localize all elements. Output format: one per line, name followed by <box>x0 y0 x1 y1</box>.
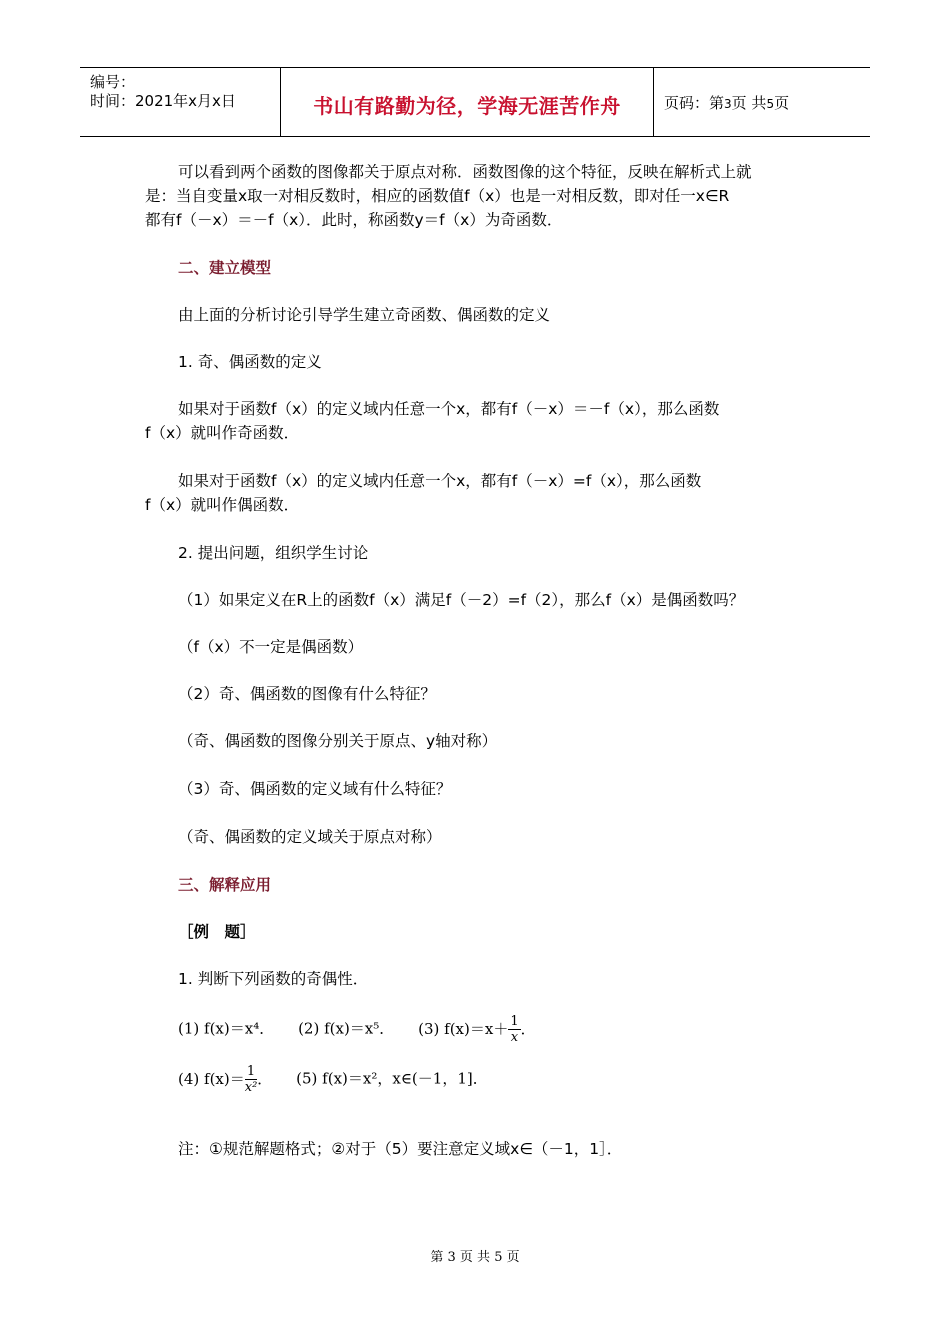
page-current: 3 <box>724 97 732 111</box>
odd-definition-line-2: f（x）就叫作奇函数． <box>145 424 300 442</box>
answer-3: （奇、偶函数的定义域关于原点对称） <box>178 828 442 846</box>
page-mid: 页 共 <box>731 94 767 112</box>
answer-2: （奇、偶函数的图像分别关于原点、y轴对称） <box>178 732 498 750</box>
formula-3-fraction <box>508 1014 520 1045</box>
formula-3-denominator: x <box>510 1030 519 1045</box>
formula-2: (2) f(x)＝x⁵． <box>298 1019 395 1038</box>
formula-row-1 <box>178 1014 536 1045</box>
answer-1: （f（x）不一定是偶函数） <box>178 638 364 656</box>
even-definition-line-2: f（x）就叫作偶函数． <box>145 496 300 514</box>
header-page-cell <box>654 68 870 136</box>
page-footer: 第 3 页 共 5 页 <box>430 1250 520 1265</box>
page-header <box>80 67 870 137</box>
header-page-number <box>664 92 789 113</box>
formula-4-numerator: 1 <box>245 1064 258 1080</box>
even-definition-line-1: 如果对于函数f（x）的定义域内任意一个x，都有f（－x）=f（x），那么函数 <box>178 472 702 490</box>
section-heading-application: 三、解释应用 <box>178 876 272 894</box>
header-motto-cell <box>281 68 654 136</box>
section-heading-build-model: 二、建立模型 <box>178 259 272 277</box>
page-suffix: 页 <box>774 94 790 112</box>
example-task: 1. 判断下列函数的奇偶性． <box>178 970 369 988</box>
formula-4-end: ． <box>257 1069 273 1088</box>
formula-4-lhs: (4) f(x)＝ <box>178 1069 245 1088</box>
page-total: 5 <box>766 97 775 111</box>
odd-definition-line-1: 如果对于函数f（x）的定义域内任意一个x，都有f（－x）＝－f（x），那么函数 <box>178 400 720 418</box>
formula-3-numerator: 1 <box>510 1014 519 1029</box>
formula-1: (1) f(x)＝x⁴． <box>178 1019 275 1038</box>
formula-4 <box>178 1064 277 1095</box>
solution-note: 注：①规范解题格式；②对于（5）要注意定义域x∈（－1，1］． <box>178 1140 623 1158</box>
question-1: （1）如果定义在R上的函数f（x）满足f（－2）=f（2），那么f（x）是偶函数吗？ <box>178 591 745 609</box>
intro-line-3: 都有f（－x）＝－f（x）．此时，称函数y＝f（x）为奇函数． <box>145 211 563 229</box>
header-meta-cell <box>80 68 281 136</box>
document-number-label: 编号： <box>90 73 136 91</box>
formula-row-2 <box>178 1064 488 1095</box>
intro-line-1: 可以看到两个函数的图像都关于原点对称．函数图像的这个特征，反映在解析式上就 <box>178 163 752 181</box>
definition-title: 1. 奇、偶函数的定义 <box>178 353 322 371</box>
formula-3 <box>418 1014 536 1045</box>
formula-4-denominator: x² <box>244 1080 258 1095</box>
formula-3-lhs: (3) f(x)＝x＋ <box>418 1019 509 1038</box>
question-2: （2）奇、偶函数的图像有什么特征？ <box>178 685 436 703</box>
formula-4-fraction <box>245 1064 258 1095</box>
discussion-title: 2. 提出问题，组织学生讨论 <box>178 544 369 562</box>
document-time-label: 时间：2021年x月x日 <box>90 92 236 110</box>
formula-5: (5) f(x)＝x²，x∈(－1，1]． <box>296 1069 488 1088</box>
example-label: ［例 题］ <box>178 923 256 941</box>
intro-line-2: 是：当自变量x取一对相反数时，相应的函数值f（x）也是一对相反数，即对任一x∈R <box>145 187 730 205</box>
question-3: （3）奇、偶函数的定义域有什么特征？ <box>178 780 452 798</box>
page-prefix: 页码：第 <box>664 94 725 112</box>
header-motto: 书山有路勤为径，学海无涯苦作舟 <box>313 94 621 118</box>
lead-paragraph: 由上面的分析讨论引导学生建立奇函数、偶函数的定义 <box>178 306 551 324</box>
formula-3-end: ． <box>520 1019 536 1038</box>
